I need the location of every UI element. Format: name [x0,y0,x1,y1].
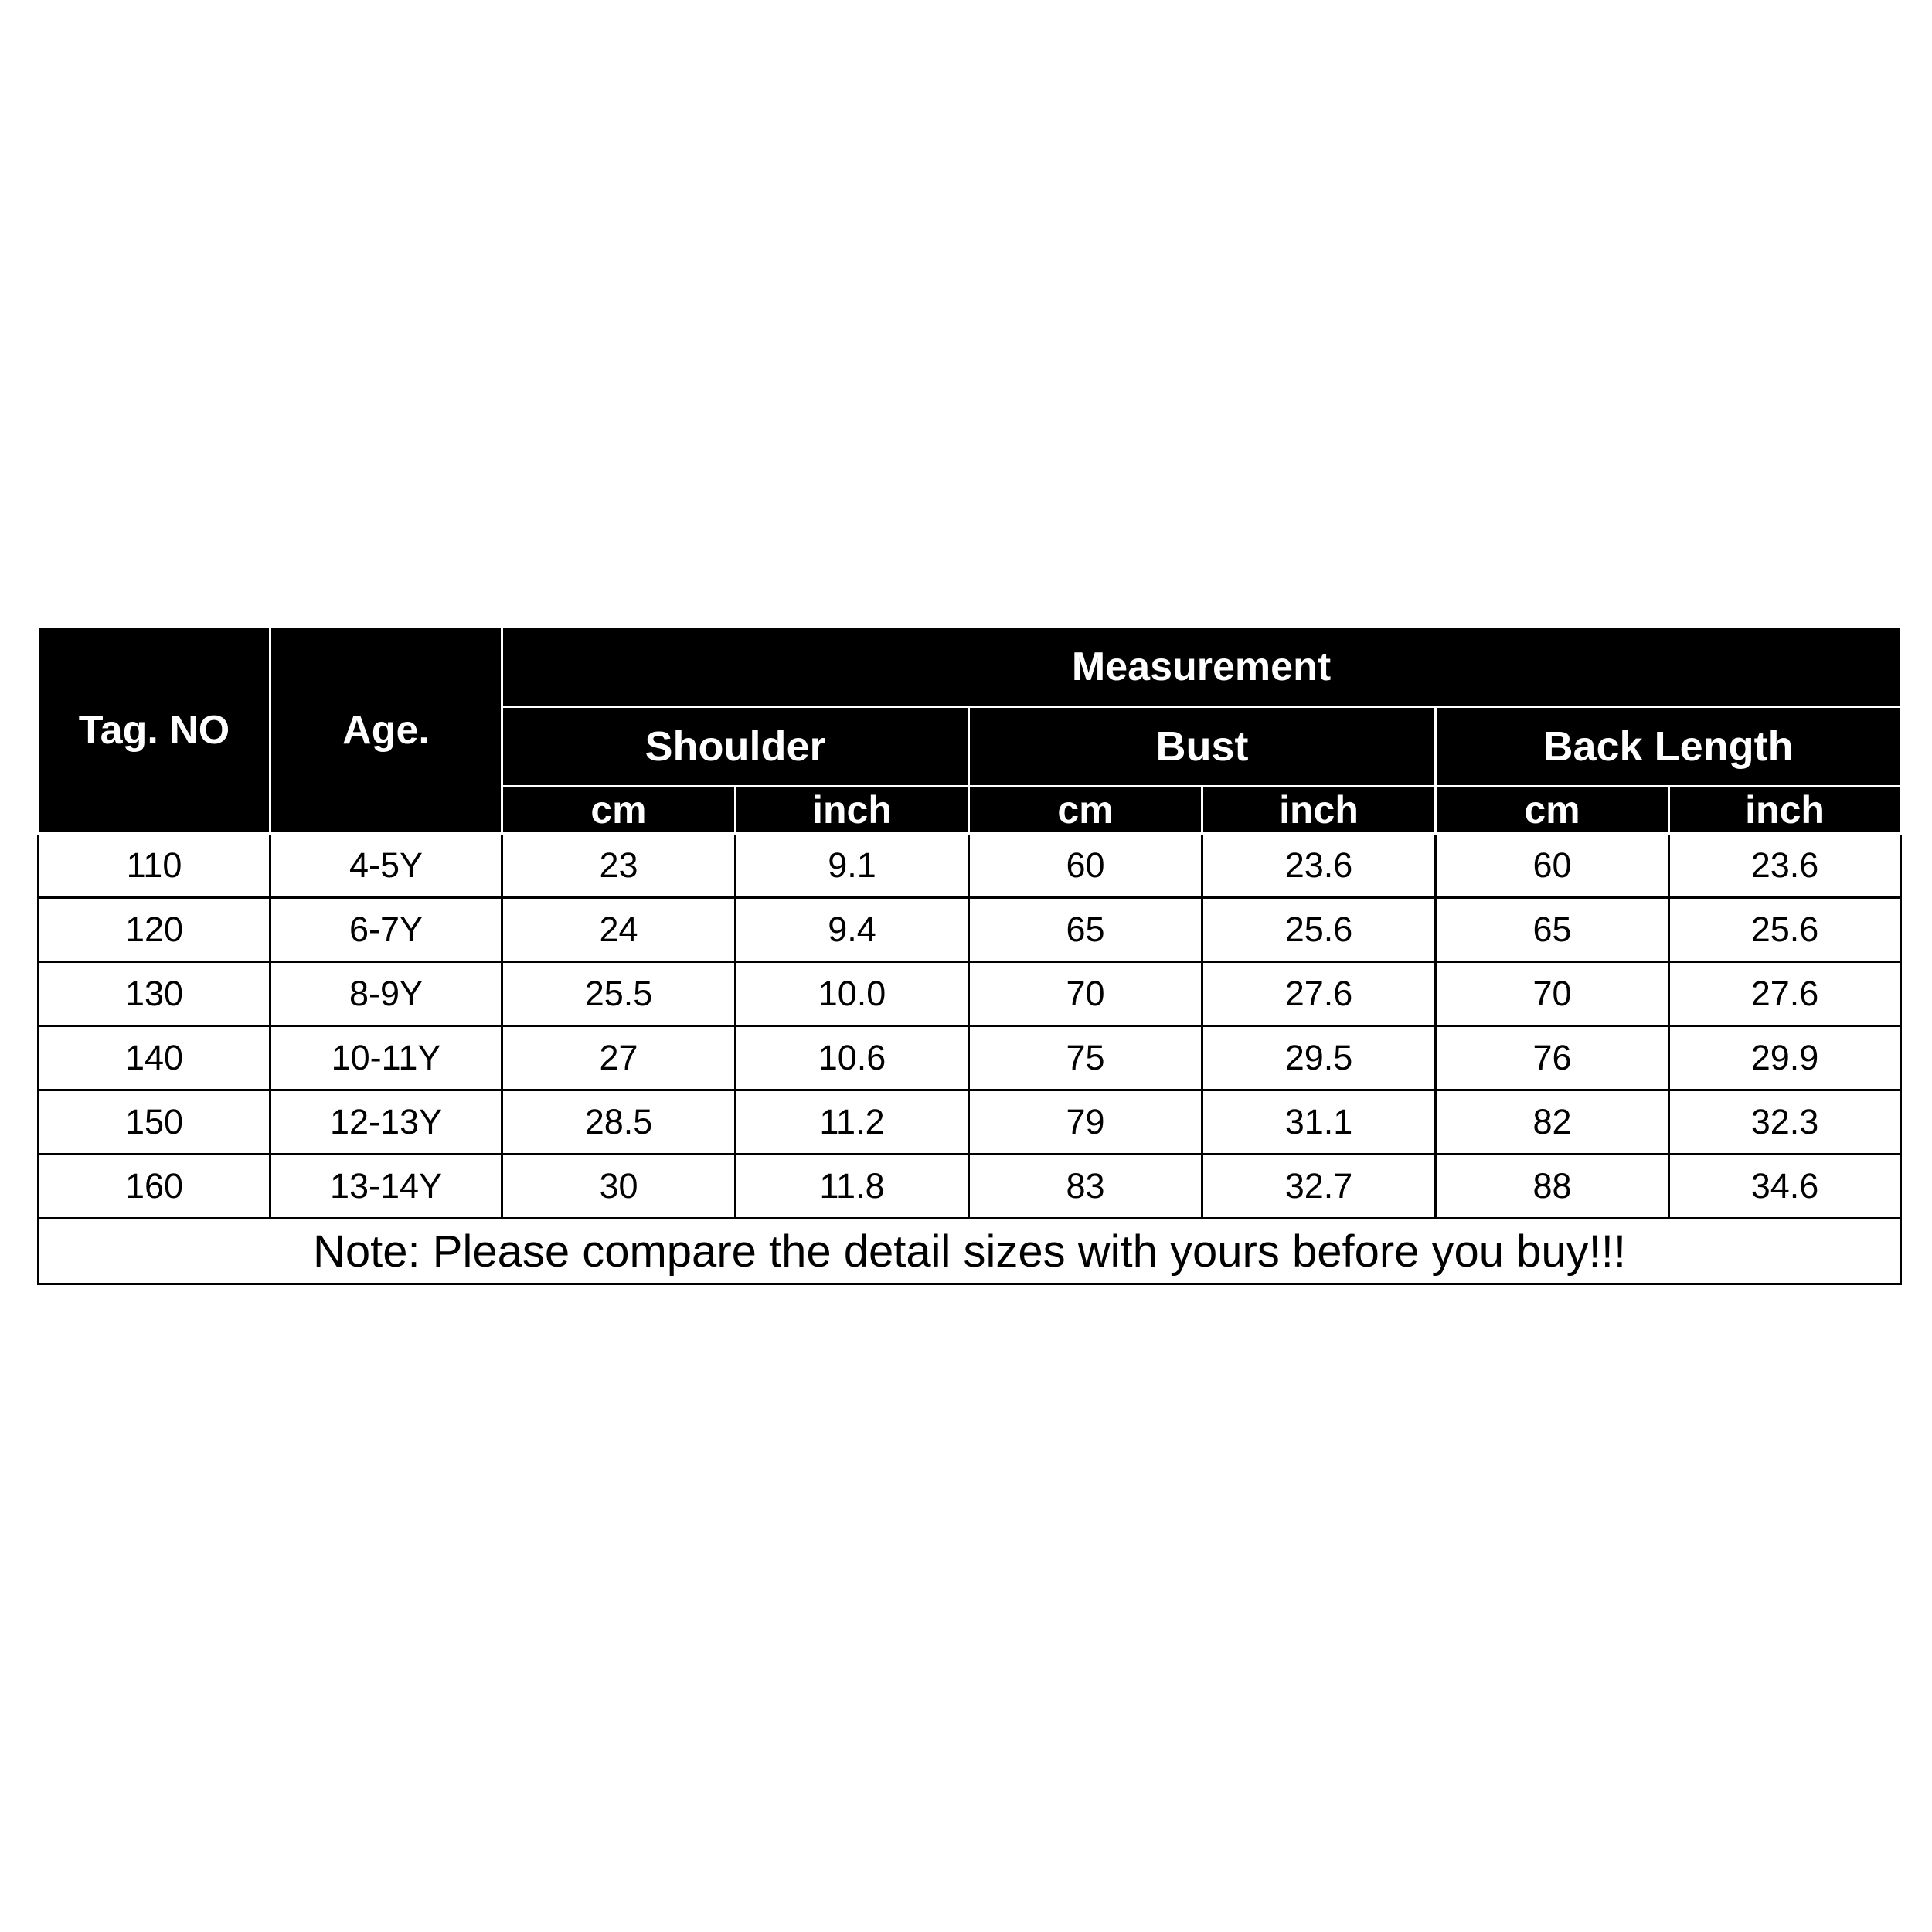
header-unit: inch [1202,787,1436,834]
table-cell: 65 [1436,898,1669,962]
note-row [39,1219,1901,1284]
table-cell: 4-5Y [270,834,502,898]
table-cell: 70 [969,962,1202,1026]
table-body [39,834,1901,1284]
table-cell: 27.6 [1669,962,1901,1026]
table-cell: 10.6 [736,1026,969,1090]
table-cell: 110 [39,834,270,898]
header-unit: inch [736,787,969,834]
table-cell: 11.8 [736,1155,969,1219]
table-cell: 82 [1436,1090,1669,1155]
table-cell: 23.6 [1202,834,1436,898]
header-unit: cm [502,787,736,834]
table-cell: 30 [502,1155,736,1219]
table-row [39,1155,1901,1219]
header-age: Age. [270,628,502,834]
header-unit: cm [969,787,1202,834]
table-cell: 31.1 [1202,1090,1436,1155]
header-unit: inch [1669,787,1901,834]
table-cell: 140 [39,1026,270,1090]
header-group-bust: Bust [969,707,1436,787]
table-cell: 25.6 [1202,898,1436,962]
table-cell: 79 [969,1090,1202,1155]
table-row [39,1026,1901,1090]
table-row [39,1090,1901,1155]
table-cell: 76 [1436,1026,1669,1090]
table-cell: 6-7Y [270,898,502,962]
table-cell: 120 [39,898,270,962]
table-cell: 32.7 [1202,1155,1436,1219]
table-cell: 13-14Y [270,1155,502,1219]
table-cell: 27 [502,1026,736,1090]
table-cell: 11.2 [736,1090,969,1155]
table-row [39,834,1901,898]
table-cell: 27.6 [1202,962,1436,1026]
table-cell: 24 [502,898,736,962]
table-cell: 29.9 [1669,1026,1901,1090]
table-row [39,962,1901,1026]
table-cell: 88 [1436,1155,1669,1219]
table-cell: 25.5 [502,962,736,1026]
size-chart-table [37,626,1902,1285]
header-measurement: Measurement [502,628,1901,707]
header-tag-no: Tag. NO [39,628,270,834]
table-cell: 28.5 [502,1090,736,1155]
table-cell: 23 [502,834,736,898]
table-cell: 150 [39,1090,270,1155]
table-cell: 12-13Y [270,1090,502,1155]
table-cell: 34.6 [1669,1155,1901,1219]
table-cell: 83 [969,1155,1202,1219]
table-cell: 75 [969,1026,1202,1090]
table-cell: 9.1 [736,834,969,898]
table-cell: 10-11Y [270,1026,502,1090]
table-cell: 65 [969,898,1202,962]
table-cell: 29.5 [1202,1026,1436,1090]
table-cell: 25.6 [1669,898,1901,962]
table-cell: 32.3 [1669,1090,1901,1155]
table-header [39,628,1901,834]
header-group-back-length: Back Length [1436,707,1901,787]
size-note: Note: Please compare the detail sizes with yours before you buy!!! [39,1219,1901,1284]
table-cell: 70 [1436,962,1669,1026]
table-cell: 9.4 [736,898,969,962]
table-cell: 10.0 [736,962,969,1026]
table-cell: 160 [39,1155,270,1219]
table-cell: 130 [39,962,270,1026]
table-cell: 8-9Y [270,962,502,1026]
header-group-shoulder: Shoulder [502,707,969,787]
table-cell: 60 [1436,834,1669,898]
table-cell: 60 [969,834,1202,898]
header-unit: cm [1436,787,1669,834]
table-cell: 23.6 [1669,834,1901,898]
table-row [39,898,1901,962]
